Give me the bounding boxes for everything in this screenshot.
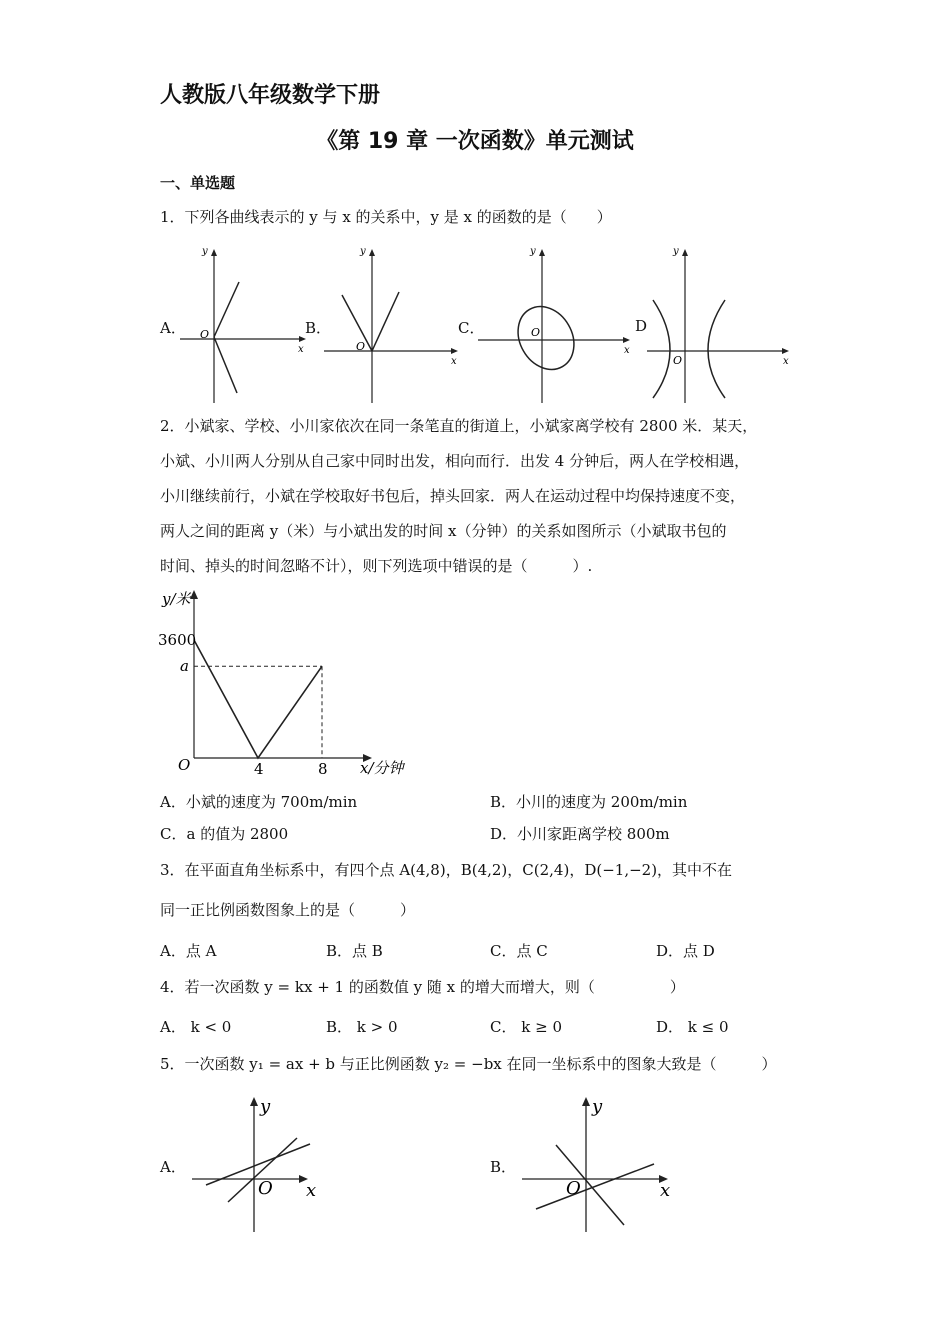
q1c-y-label: y [530, 246, 536, 257]
q1b-y-label: y [360, 246, 366, 257]
document-title: 人教版八年级数学下册 [160, 83, 381, 108]
q2-x-label: x/分钟 [360, 759, 404, 777]
q1-option-a-label: A． [160, 319, 186, 337]
q1a-origin: O [200, 328, 210, 341]
q5a-x-label: x [306, 1180, 317, 1201]
q2-origin: O [178, 756, 191, 774]
q1-option-c-label: C． [458, 319, 485, 337]
q1d-y-label: y [673, 246, 679, 257]
q2-line: 小川继续前行，小斌在学校取好书包后，掉头回家．两人在运动过程中均保持速度不变， [160, 487, 746, 505]
section-heading: 一、单选题 [160, 174, 236, 192]
q2-chart [150, 582, 420, 782]
q4-option-b: B． k > 0 [326, 1018, 398, 1036]
q4-option-c: C． k ≥ 0 [490, 1018, 562, 1036]
q2-line: 两人之间的距离 y（米）与小斌出发的时间 x（分钟）的关系如图所示（小斌取书包的 [160, 522, 727, 540]
q2-option-c: C．a 的值为 2800 [160, 825, 289, 843]
q5a-origin: O [258, 1178, 273, 1199]
q5-graph-b [520, 1092, 680, 1237]
q5-graph-a [190, 1092, 330, 1237]
q4-option-d: D． k ≤ 0 [656, 1018, 729, 1036]
q5b-origin: O [566, 1178, 581, 1199]
q3-option-b: B．点 B [326, 942, 383, 960]
q2-option-a: A．小斌的速度为 700m/min [160, 793, 358, 811]
q1-graph-b [324, 240, 464, 405]
q1-graph-d [645, 240, 795, 405]
q3-stem-line1: 3．在平面直角坐标系中，有四个点 A(4,8)，B(4,2)，C(2,4)，D(−1,−2)，其中不在 [160, 861, 733, 879]
q2-y-tick-label: a [180, 657, 189, 676]
q1b-origin: O [356, 340, 366, 353]
q2-option-d: D．小川家距离学校 800m [490, 825, 670, 843]
q3-option-d: D．点 D [656, 942, 715, 960]
q1-option-d-label: D [635, 317, 648, 335]
q5-option-b-label: B． [490, 1158, 517, 1176]
q5b-x-label: x [660, 1180, 671, 1201]
q1-graph-a [180, 240, 310, 405]
q2-series-line [194, 640, 322, 758]
q1b-x-label: x [451, 356, 457, 367]
q1c-origin: O [531, 326, 541, 339]
q3-stem-line2: 同一正比例函数图象上的是（ ） [160, 901, 416, 919]
q2-line: 小斌、小川两人分别从自己家中同时出发，相向而行．出发 4 分钟后，两人在学校相遇， [160, 452, 750, 470]
q1-graph-c [478, 240, 638, 405]
q3-option-a: A．点 A [160, 942, 217, 960]
q2-line: 2．小斌家、学校、小川家依次在同一条笔直的街道上，小斌家离学校有 2800 米．某天， [160, 417, 758, 435]
q2-x-tick-label: 8 [318, 760, 328, 778]
page-title: 《第 19 章 一次函数》单元测试 [316, 129, 634, 154]
q1-option-b-label: B． [305, 319, 332, 337]
q1a-x-label: x [298, 344, 304, 355]
q4-stem: 4．若一次函数 y = kx + 1 的函数值 y 随 x 的增大而增大，则（ ） [160, 978, 685, 996]
q5-stem: 5．一次函数 y₁ = ax + b 与正比例函数 y₂ = −bx 在同一坐标系中的图象大致是（ ） [160, 1055, 777, 1073]
q1c-x-label: x [624, 345, 630, 356]
q1d-origin: O [673, 354, 683, 367]
q1a-y-label: y [202, 246, 208, 257]
q5a-y-label: y [260, 1096, 271, 1117]
q1-stem: 1．下列各曲线表示的 y 与 x 的关系中，y 是 x 的函数的是（ ） [160, 208, 612, 226]
q2-stem [160, 416, 790, 591]
q4-option-a: A． k < 0 [160, 1018, 232, 1036]
q2-x-tick-label: 4 [254, 760, 264, 778]
q2-line: 时间、掉头的时间忽略不计），则下列选项中错误的是（ ）. [160, 557, 593, 575]
q2-y-tick-label: 3600 [158, 631, 197, 649]
q1d-x-label: x [783, 356, 789, 367]
q2-option-b: B．小川的速度为 200m/min [490, 793, 688, 811]
q2-y-label: y/米 [162, 590, 191, 608]
q5-option-a-label: A． [160, 1158, 186, 1176]
q5b-y-label: y [592, 1096, 603, 1117]
q3-option-c: C．点 C [490, 942, 548, 960]
